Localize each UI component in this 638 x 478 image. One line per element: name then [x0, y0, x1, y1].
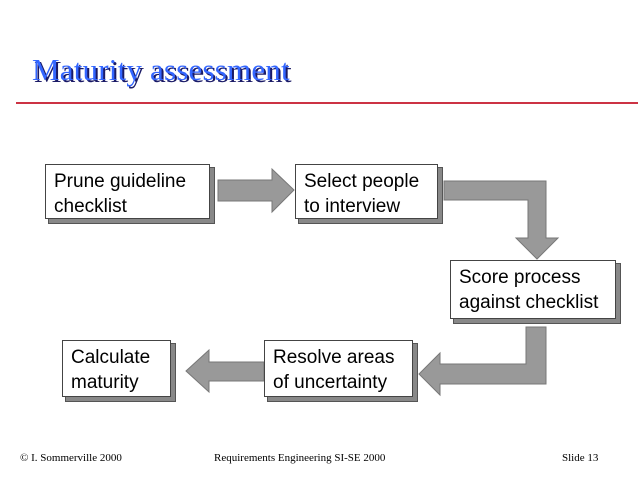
footer-copyright: © I. Sommerville 2000	[20, 452, 122, 464]
arrow-prune-to-select	[218, 169, 294, 212]
footer-course: Requirements Engineering SI-SE 2000	[214, 452, 386, 464]
step-calculate-maturity: Calculate maturity	[62, 340, 171, 397]
arrow-select-to-score	[444, 181, 558, 259]
slide-title: Maturity assessment	[32, 52, 290, 87]
step-score-process-against-checklist: Score process against checklist	[450, 260, 616, 319]
step-resolve-areas-of-uncertainty: Resolve areas of uncertainty	[264, 340, 413, 397]
step-prune-guideline-checklist: Prune guideline checklist	[45, 164, 210, 219]
arrow-resolve-to-calculate	[186, 350, 264, 392]
step-select-people-to-interview: Select people to interview	[295, 164, 438, 219]
footer-slide-number: Slide 13	[562, 452, 599, 464]
arrow-score-to-resolve	[419, 327, 546, 395]
